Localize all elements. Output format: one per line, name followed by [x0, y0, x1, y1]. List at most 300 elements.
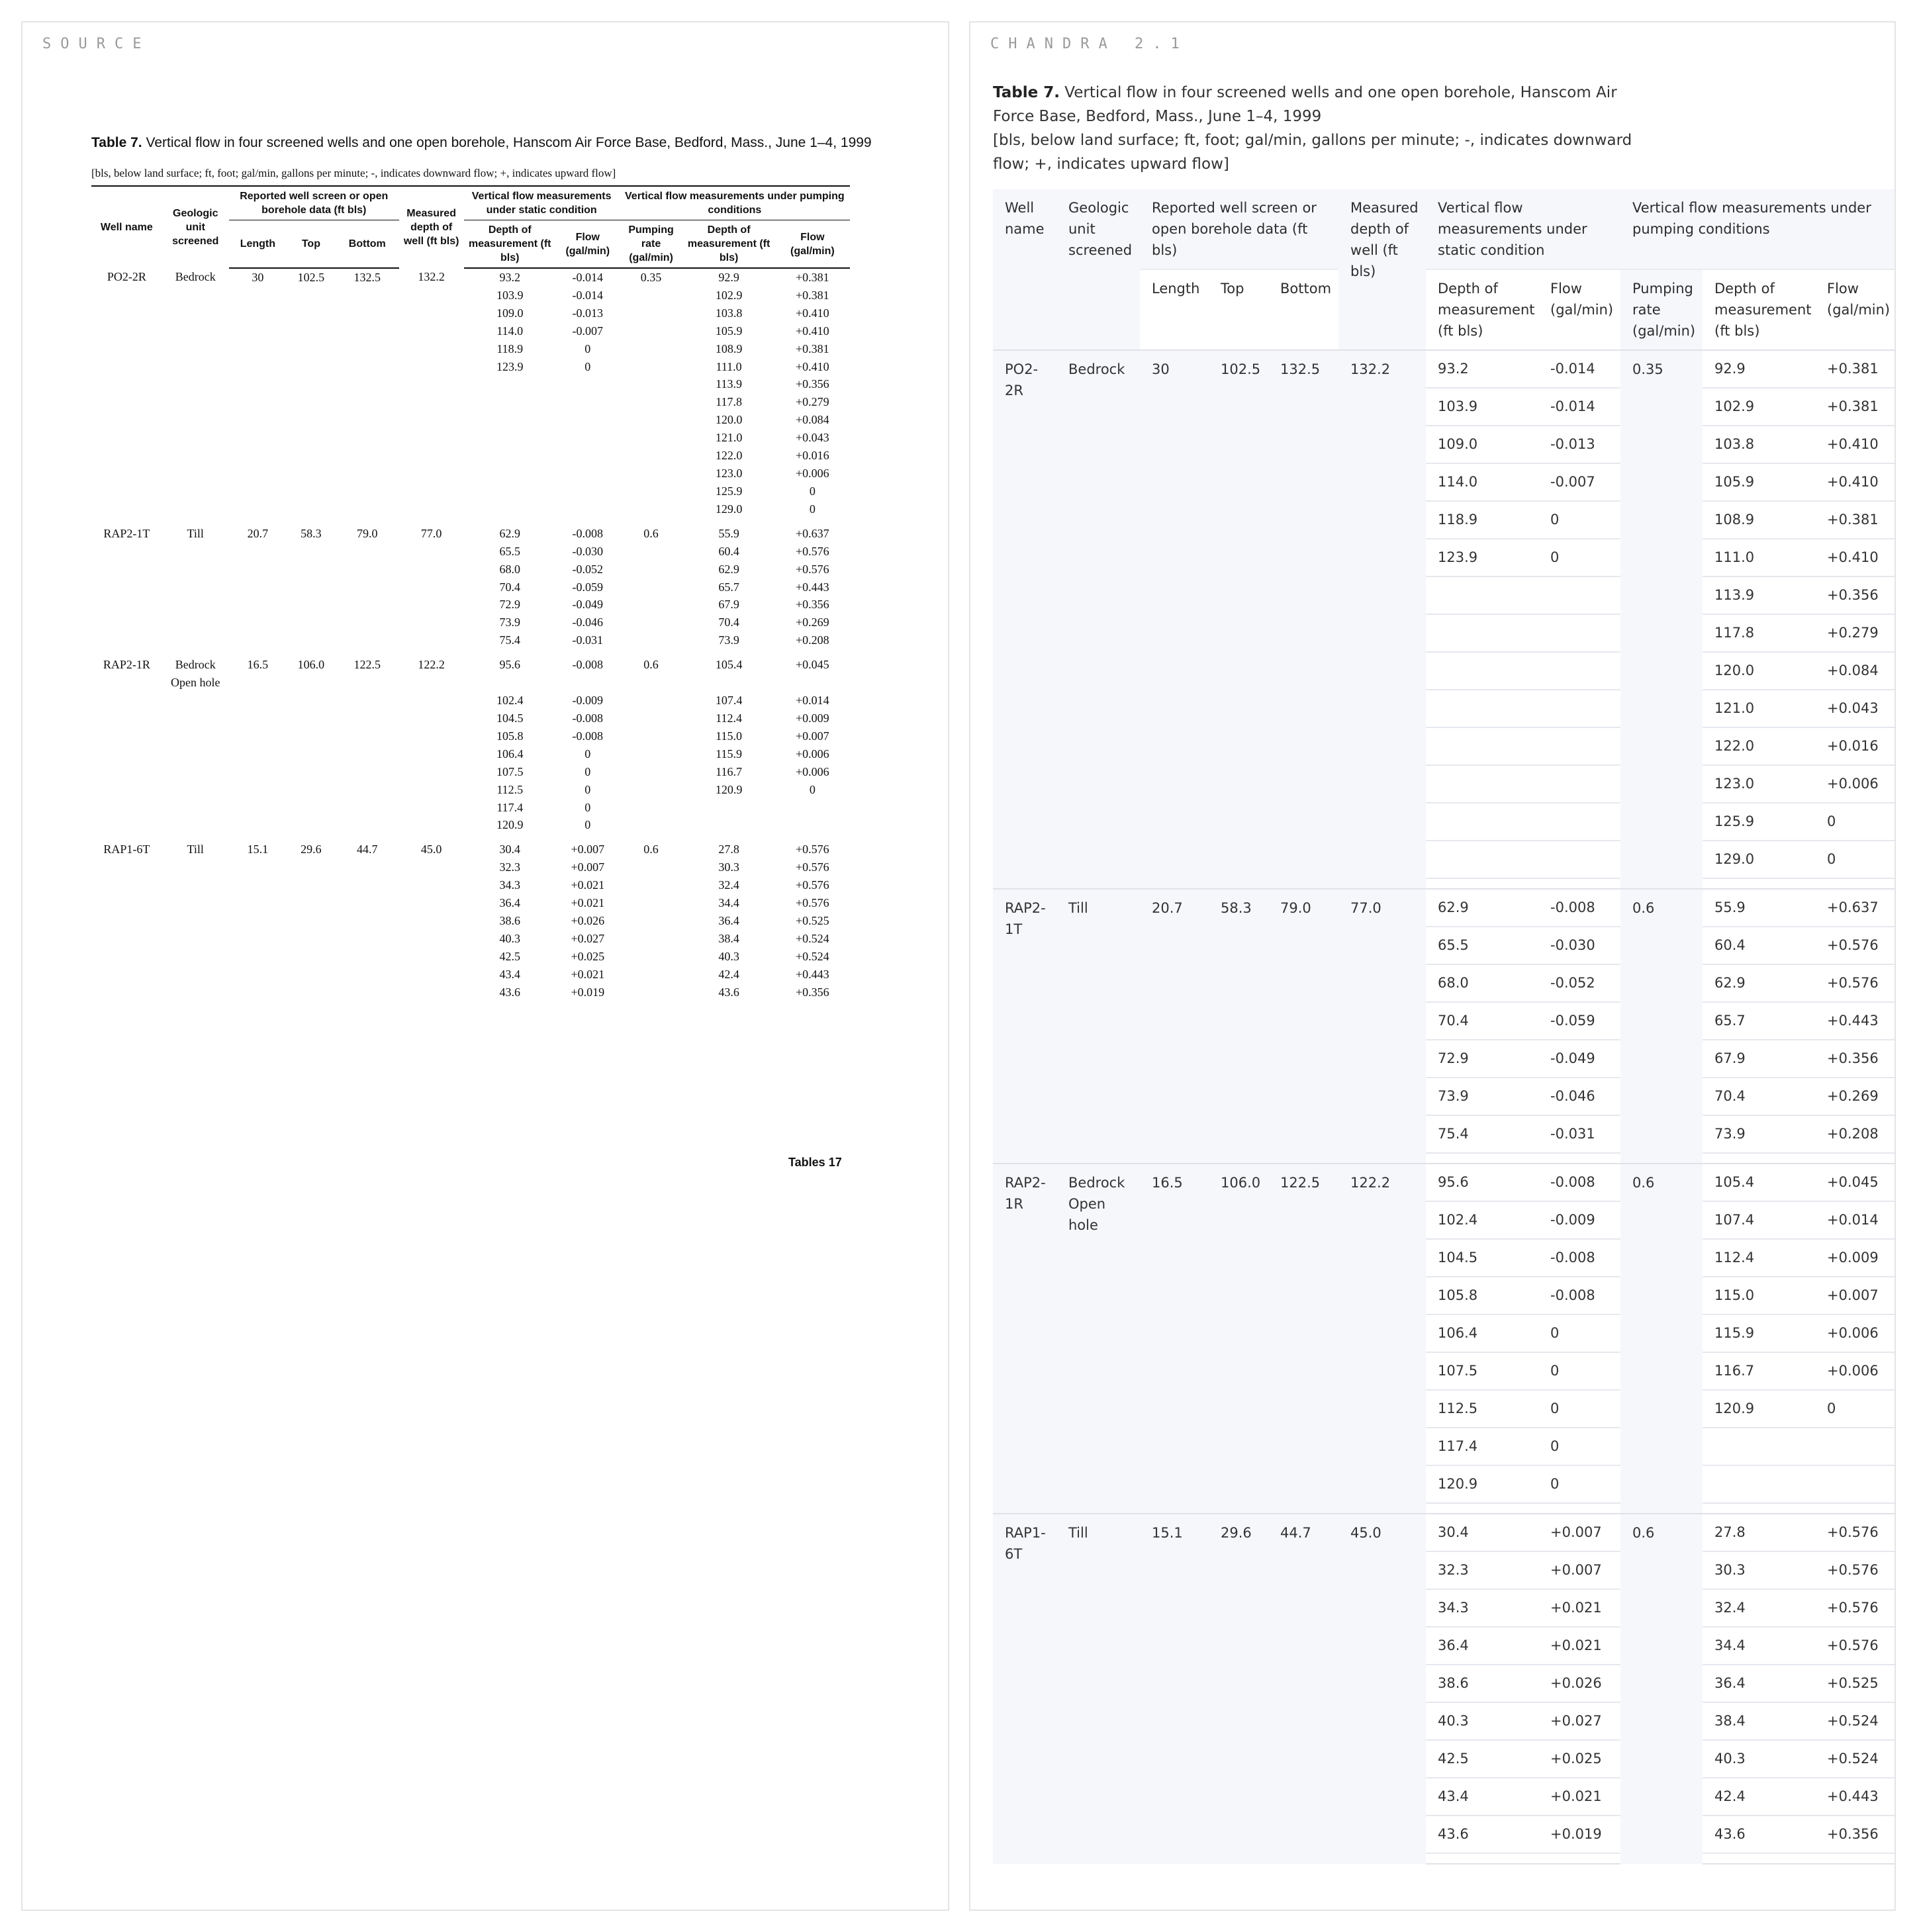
- rt-static-depth: 42.5: [1426, 1740, 1538, 1778]
- src-pumping-depth: 102.9: [715, 288, 743, 302]
- src-empty-cell: [229, 984, 287, 1001]
- src-pumping-depth: 107.4: [715, 694, 743, 708]
- src-screen-bottom: 132.5: [353, 271, 381, 284]
- src-empty-cell: [399, 287, 464, 304]
- rt-static-flow: 0: [1538, 1314, 1620, 1352]
- table-row: [993, 1164, 1896, 1201]
- rt-pumping-depth: 121.0: [1703, 690, 1815, 727]
- src-empty-cell: [91, 631, 162, 649]
- src-static-depth: 112.5: [496, 782, 524, 796]
- src-static-depth: 70.4: [499, 580, 520, 594]
- src-pumping-depth: 122.0: [715, 449, 743, 463]
- rt-pumping-flow: +0.576: [1815, 1589, 1896, 1627]
- src-static-flow: +0.026: [571, 914, 605, 928]
- src-empty-cell: [229, 858, 287, 876]
- rt-pumping-depth: 117.8: [1703, 614, 1815, 652]
- rt-empty-cell: [1426, 652, 1538, 690]
- rt-static-depth: 75.4: [1426, 1115, 1538, 1153]
- rt-geologic-unit: Till: [1056, 1514, 1140, 1864]
- src-empty-cell: [336, 429, 399, 447]
- src-empty-cell: [91, 304, 162, 322]
- table-row: [91, 429, 850, 447]
- table-row: [91, 304, 850, 322]
- src-pumping-flow: +0.356: [796, 598, 829, 612]
- src-static-flow: -0.014: [572, 271, 604, 284]
- src-empty-cell: [336, 930, 399, 948]
- src-pumping-depth: 111.0: [716, 359, 742, 373]
- src-empty-cell: [464, 500, 556, 518]
- rt-pumping-depth: 116.7: [1703, 1352, 1815, 1390]
- src-empty-cell: [229, 483, 287, 500]
- src-static-depth: 105.8: [496, 729, 524, 743]
- src-measured-depth: 77.0: [420, 526, 442, 540]
- rt-static-depth: 30.4: [1426, 1514, 1538, 1551]
- src-empty-cell: [229, 322, 287, 340]
- src-empty-cell: [399, 500, 464, 518]
- src-empty-cell: [287, 322, 336, 340]
- table-row: [91, 781, 850, 799]
- rt-empty-cell: [1426, 765, 1538, 803]
- rt-col-well-name: Well name: [993, 189, 1056, 350]
- rt-empty-cell: [1426, 576, 1538, 614]
- rt-static-flow: -0.031: [1538, 1115, 1620, 1153]
- rt-well-name: RAP2-1R: [993, 1164, 1056, 1514]
- src-empty-cell: [399, 912, 464, 930]
- src-empty-cell: [620, 578, 683, 596]
- src-empty-cell: [399, 894, 464, 912]
- src-static-depth: 107.5: [496, 764, 524, 778]
- rt-pumping-depth: 111.0: [1703, 539, 1815, 576]
- rt-static-depth: 68.0: [1426, 964, 1538, 1002]
- src-empty-cell: [162, 631, 229, 649]
- rt-empty-cell: [1426, 614, 1538, 652]
- rt-pumping-depth: 70.4: [1703, 1078, 1815, 1115]
- src-screen-bottom: 44.7: [357, 843, 378, 856]
- src-static-depth: 43.4: [499, 967, 520, 981]
- src-empty-cell: [399, 948, 464, 966]
- rt-pumping-rate: 0.6: [1620, 889, 1703, 1164]
- src-static-depth: 65.5: [499, 544, 520, 558]
- rt-static-depth: 36.4: [1426, 1627, 1538, 1665]
- src-empty-cell: [91, 948, 162, 966]
- src-empty-cell: [162, 340, 229, 358]
- table-row: [91, 358, 850, 376]
- src-static-depth: 32.3: [499, 860, 520, 874]
- rt-pumping-depth: 120.9: [1703, 1390, 1815, 1428]
- rt-pumping-depth: 123.0: [1703, 765, 1815, 803]
- src-col-measured-depth: Measured depth of well (ft bls): [399, 186, 464, 268]
- src-empty-cell: [91, 543, 162, 561]
- src-empty-cell: [682, 816, 774, 834]
- rt-static-flow: 0: [1538, 1465, 1620, 1503]
- table-row: [993, 350, 1896, 388]
- rt-geologic-unit: Till: [1056, 889, 1140, 1164]
- src-empty-cell: [287, 781, 336, 799]
- src-empty-cell: [162, 966, 229, 984]
- src-geologic-unit: Till: [187, 526, 204, 540]
- src-empty-cell: [91, 876, 162, 894]
- src-empty-cell: [336, 710, 399, 727]
- src-well-name: RAP2-1T: [103, 526, 150, 540]
- src-col-well-name: Well name: [91, 186, 162, 268]
- src-empty-cell: [336, 596, 399, 614]
- table-row: [91, 763, 850, 781]
- rt-pumping-flow: +0.007: [1815, 1277, 1896, 1314]
- src-pumping-flow: +0.279: [796, 395, 829, 409]
- src-empty-cell: [229, 340, 287, 358]
- src-col-static-flow: Flow (gal/min): [556, 220, 620, 269]
- src-empty-cell: [399, 340, 464, 358]
- rt-spacer-cell: [1703, 878, 1815, 889]
- rt-pumping-flow: +0.381: [1815, 501, 1896, 539]
- rt-static-depth: 95.6: [1426, 1164, 1538, 1201]
- src-geologic-unit: Bedrock: [175, 270, 216, 283]
- src-empty-cell: [336, 578, 399, 596]
- src-screen-length: 30: [252, 271, 264, 284]
- table-row: [91, 858, 850, 876]
- src-static-depth: 106.4: [496, 747, 524, 760]
- src-well-name: RAP1-6T: [103, 843, 150, 856]
- src-empty-cell: [229, 358, 287, 376]
- table-row: [91, 816, 850, 834]
- src-pumping-flow: +0.381: [796, 342, 829, 355]
- rt-empty-cell: [1703, 1428, 1815, 1465]
- src-empty-cell: [620, 876, 683, 894]
- rt-pumping-depth: 43.6: [1703, 1816, 1815, 1853]
- src-empty-cell: [556, 447, 620, 465]
- src-empty-cell: [91, 930, 162, 948]
- src-empty-cell: [287, 304, 336, 322]
- src-pumping-depth: 73.9: [718, 633, 739, 647]
- src-empty-cell: [336, 561, 399, 578]
- src-pumping-depth: 105.4: [715, 658, 743, 672]
- rendered-panel: [969, 21, 1896, 1911]
- src-pumping-rate: 0.6: [643, 526, 659, 540]
- src-empty-cell: [620, 358, 683, 376]
- src-empty-cell: [399, 631, 464, 649]
- src-empty-cell: [287, 816, 336, 834]
- src-empty-cell: [336, 465, 399, 483]
- src-pumping-depth: 38.4: [718, 932, 739, 945]
- src-pumping-flow: +0.381: [796, 288, 829, 302]
- src-empty-cell: [162, 483, 229, 500]
- rt-empty-cell: [1538, 690, 1620, 727]
- src-static-depth: 62.9: [499, 526, 520, 540]
- rt-measured-depth: 77.0: [1338, 889, 1426, 1164]
- src-empty-cell: [464, 429, 556, 447]
- src-empty-cell: [399, 984, 464, 1001]
- rt-static-depth: 32.3: [1426, 1551, 1538, 1589]
- rt-static-flow: -0.049: [1538, 1040, 1620, 1078]
- src-static-flow: -0.059: [572, 580, 604, 594]
- src-empty-cell: [620, 966, 683, 984]
- table-row: [91, 578, 850, 596]
- src-empty-cell: [162, 429, 229, 447]
- src-empty-cell: [399, 799, 464, 817]
- rt-static-depth: 120.9: [1426, 1465, 1538, 1503]
- rt-empty-cell: [1815, 1465, 1896, 1503]
- table-row: [91, 745, 850, 763]
- src-empty-cell: [620, 631, 683, 649]
- src-empty-cell: [229, 894, 287, 912]
- rt-empty-cell: [1538, 765, 1620, 803]
- src-col-pumping-depth: Depth of measurement (ft bls): [682, 220, 774, 269]
- src-empty-cell: [620, 596, 683, 614]
- src-empty-cell: [162, 816, 229, 834]
- rt-static-depth: 107.5: [1426, 1352, 1538, 1390]
- rt-empty-cell: [1815, 1428, 1896, 1465]
- src-static-depth: 34.3: [499, 878, 520, 892]
- src-empty-cell: [775, 816, 850, 834]
- src-pumping-depth: 30.3: [718, 860, 739, 874]
- table-row: [91, 948, 850, 966]
- src-empty-cell: [287, 763, 336, 781]
- rt-col-static-group: Vertical flow measurements under static condition: [1426, 189, 1620, 269]
- rt-pumping-depth: 108.9: [1703, 501, 1815, 539]
- src-empty-cell: [287, 411, 336, 429]
- table-row: [91, 465, 850, 483]
- src-empty-cell: [162, 745, 229, 763]
- rt-static-depth: 62.9: [1426, 889, 1538, 927]
- src-empty-cell: [620, 984, 683, 1001]
- src-static-flow: 0: [584, 764, 591, 778]
- src-pumping-depth: 125.9: [715, 484, 743, 498]
- src-empty-cell: [287, 912, 336, 930]
- table-row: [91, 727, 850, 745]
- src-pumping-depth: 108.9: [715, 342, 743, 355]
- src-empty-cell: [162, 930, 229, 948]
- table-row: [91, 894, 850, 912]
- rt-pumping-flow: +0.006: [1815, 1352, 1896, 1390]
- src-empty-cell: [91, 561, 162, 578]
- rt-spacer-cell: [1815, 1153, 1896, 1164]
- src-empty-cell: [620, 393, 683, 411]
- table-row: [91, 649, 850, 692]
- src-col-length: Length: [229, 220, 287, 269]
- src-empty-cell: [556, 375, 620, 393]
- src-pumping-flow: +0.410: [796, 359, 829, 373]
- src-measured-depth: 45.0: [420, 843, 442, 856]
- src-static-depth: 30.4: [499, 843, 520, 856]
- src-pumping-flow: +0.356: [796, 985, 829, 999]
- src-static-depth: 104.5: [496, 712, 524, 725]
- src-empty-cell: [91, 614, 162, 631]
- table-row: [91, 268, 850, 287]
- src-empty-cell: [287, 894, 336, 912]
- rt-static-flow: +0.007: [1538, 1551, 1620, 1589]
- src-empty-cell: [229, 375, 287, 393]
- src-pumping-flow: +0.016: [796, 449, 829, 463]
- rt-pumping-flow: +0.443: [1815, 1002, 1896, 1040]
- src-empty-cell: [620, 543, 683, 561]
- rt-well-name: RAP1-6T: [993, 1514, 1056, 1864]
- src-empty-cell: [620, 447, 683, 465]
- rt-measured-depth: 132.2: [1338, 350, 1426, 889]
- src-empty-cell: [336, 799, 399, 817]
- src-pumping-depth: 105.9: [715, 324, 743, 338]
- src-empty-cell: [229, 816, 287, 834]
- src-static-depth: 36.4: [499, 896, 520, 910]
- rt-spacer-cell: [1426, 1153, 1538, 1164]
- src-empty-cell: [399, 858, 464, 876]
- rt-screen-top: 106.0: [1209, 1164, 1268, 1514]
- src-static-depth: 109.0: [496, 306, 524, 320]
- src-empty-cell: [229, 912, 287, 930]
- rt-pumping-depth: 42.4: [1703, 1778, 1815, 1816]
- rt-empty-cell: [1538, 652, 1620, 690]
- src-empty-cell: [399, 781, 464, 799]
- table-row: [91, 692, 850, 710]
- src-empty-cell: [229, 614, 287, 631]
- rt-pumping-flow: +0.356: [1815, 1816, 1896, 1853]
- src-empty-cell: [287, 358, 336, 376]
- table-row: [91, 876, 850, 894]
- rt-pumping-depth: 105.9: [1703, 463, 1815, 501]
- src-pumping-flow: +0.007: [796, 729, 829, 743]
- src-empty-cell: [620, 745, 683, 763]
- rt-geologic-unit: Bedrock: [1056, 350, 1140, 889]
- rendered-table-body: [993, 350, 1896, 1864]
- rt-static-flow: 0: [1538, 501, 1620, 539]
- src-static-flow: -0.031: [572, 633, 604, 647]
- src-empty-cell: [91, 500, 162, 518]
- src-pumping-depth: 32.4: [718, 878, 739, 892]
- rt-pumping-depth: 105.4: [1703, 1164, 1815, 1201]
- rendered-caption-note: [bls, below land surface; ft, foot; gal/min, gallons per minute; -, indicates downward flow; +, indicates upward flow]: [993, 132, 1632, 173]
- rt-pumping-depth: 120.0: [1703, 652, 1815, 690]
- src-empty-cell: [229, 631, 287, 649]
- src-col-pumping-rate: Pumping rate (gal/min): [620, 220, 683, 269]
- src-empty-cell: [229, 727, 287, 745]
- src-empty-cell: [775, 799, 850, 817]
- rt-pumping-flow: 0: [1815, 1390, 1896, 1428]
- src-empty-cell: [464, 411, 556, 429]
- src-empty-cell: [620, 429, 683, 447]
- src-static-flow: -0.046: [572, 616, 604, 629]
- src-well-name: PO2-2R: [107, 270, 146, 283]
- rt-well-name: RAP2-1T: [993, 889, 1056, 1164]
- src-empty-cell: [556, 483, 620, 500]
- rt-static-flow: -0.046: [1538, 1078, 1620, 1115]
- src-pumping-depth: 62.9: [718, 562, 739, 576]
- src-empty-cell: [287, 393, 336, 411]
- src-static-flow: 0: [584, 800, 591, 814]
- src-static-depth: 73.9: [499, 616, 520, 629]
- rt-screen-bottom: 79.0: [1268, 889, 1338, 1164]
- src-empty-cell: [620, 763, 683, 781]
- src-pumping-depth: 67.9: [718, 598, 739, 612]
- rt-col-pumping-group: Vertical flow measurements under pumping conditions: [1620, 189, 1896, 269]
- src-empty-cell: [229, 447, 287, 465]
- src-empty-cell: [162, 763, 229, 781]
- rt-static-flow: -0.009: [1538, 1201, 1620, 1239]
- src-pumping-flow: +0.576: [796, 544, 829, 558]
- src-empty-cell: [287, 340, 336, 358]
- src-empty-cell: [336, 393, 399, 411]
- rt-pumping-flow: +0.410: [1815, 426, 1896, 463]
- src-static-flow: -0.013: [572, 306, 604, 320]
- rt-empty-cell: [1426, 727, 1538, 765]
- src-static-depth: 40.3: [499, 932, 520, 945]
- rt-static-flow: 0: [1538, 1352, 1620, 1390]
- rt-static-flow: +0.021: [1538, 1589, 1620, 1627]
- rt-screen-bottom: 132.5: [1268, 350, 1338, 889]
- source-table: [91, 185, 850, 1001]
- src-geologic-unit: Bedrock Open hole: [171, 658, 220, 690]
- src-screen-top: 58.3: [301, 526, 322, 540]
- rt-static-flow: +0.019: [1538, 1816, 1620, 1853]
- src-empty-cell: [620, 858, 683, 876]
- src-empty-cell: [620, 930, 683, 948]
- src-static-flow: +0.027: [571, 932, 605, 945]
- rt-static-flow: 0: [1538, 539, 1620, 576]
- src-empty-cell: [229, 692, 287, 710]
- rt-pumping-flow: +0.016: [1815, 727, 1896, 765]
- src-pumping-depth: 117.8: [716, 395, 742, 409]
- src-empty-cell: [336, 984, 399, 1001]
- src-pumping-flow: +0.525: [796, 914, 829, 928]
- table-row: [91, 561, 850, 578]
- src-empty-cell: [229, 500, 287, 518]
- src-pumping-depth: 42.4: [718, 967, 739, 981]
- src-static-flow: -0.008: [572, 658, 604, 672]
- rt-static-flow: -0.014: [1538, 350, 1620, 388]
- rt-col-static-flow: Flow (gal/min): [1538, 269, 1620, 350]
- src-empty-cell: [336, 322, 399, 340]
- src-empty-cell: [162, 578, 229, 596]
- rt-pumping-depth: 125.9: [1703, 803, 1815, 841]
- src-measured-depth: 122.2: [418, 658, 445, 672]
- table-row: [91, 799, 850, 817]
- src-empty-cell: [399, 596, 464, 614]
- src-empty-cell: [336, 745, 399, 763]
- src-col-pumping-group: Vertical flow measurements under pumping conditions: [620, 186, 850, 220]
- src-empty-cell: [464, 393, 556, 411]
- table-row: [91, 966, 850, 984]
- src-pumping-flow: +0.443: [796, 580, 829, 594]
- rt-pumping-flow: +0.410: [1815, 539, 1896, 576]
- src-empty-cell: [91, 912, 162, 930]
- src-empty-cell: [162, 447, 229, 465]
- rt-spacer-cell: [1815, 1503, 1896, 1514]
- rt-screen-top: 29.6: [1209, 1514, 1268, 1864]
- src-empty-cell: [336, 631, 399, 649]
- src-empty-cell: [287, 465, 336, 483]
- src-empty-cell: [620, 710, 683, 727]
- table-row: [91, 614, 850, 631]
- src-empty-cell: [91, 596, 162, 614]
- rt-pumping-flow: +0.006: [1815, 765, 1896, 803]
- rt-empty-cell: [1426, 803, 1538, 841]
- rt-pumping-flow: +0.208: [1815, 1115, 1896, 1153]
- src-static-flow: 0: [584, 747, 591, 760]
- src-empty-cell: [287, 543, 336, 561]
- src-empty-cell: [287, 692, 336, 710]
- rt-pumping-depth: 73.9: [1703, 1115, 1815, 1153]
- rt-spacer-cell: [1703, 1153, 1815, 1164]
- rt-pumping-flow: +0.576: [1815, 964, 1896, 1002]
- rt-static-flow: 0: [1538, 1390, 1620, 1428]
- src-empty-cell: [399, 578, 464, 596]
- rt-empty-cell: [1426, 690, 1538, 727]
- src-empty-cell: [229, 596, 287, 614]
- rt-pumping-flow: 0: [1815, 841, 1896, 878]
- src-empty-cell: [620, 948, 683, 966]
- src-pumping-depth: 121.0: [715, 431, 743, 445]
- rt-static-flow: 0: [1538, 1428, 1620, 1465]
- src-screen-bottom: 79.0: [357, 526, 378, 540]
- src-empty-cell: [287, 614, 336, 631]
